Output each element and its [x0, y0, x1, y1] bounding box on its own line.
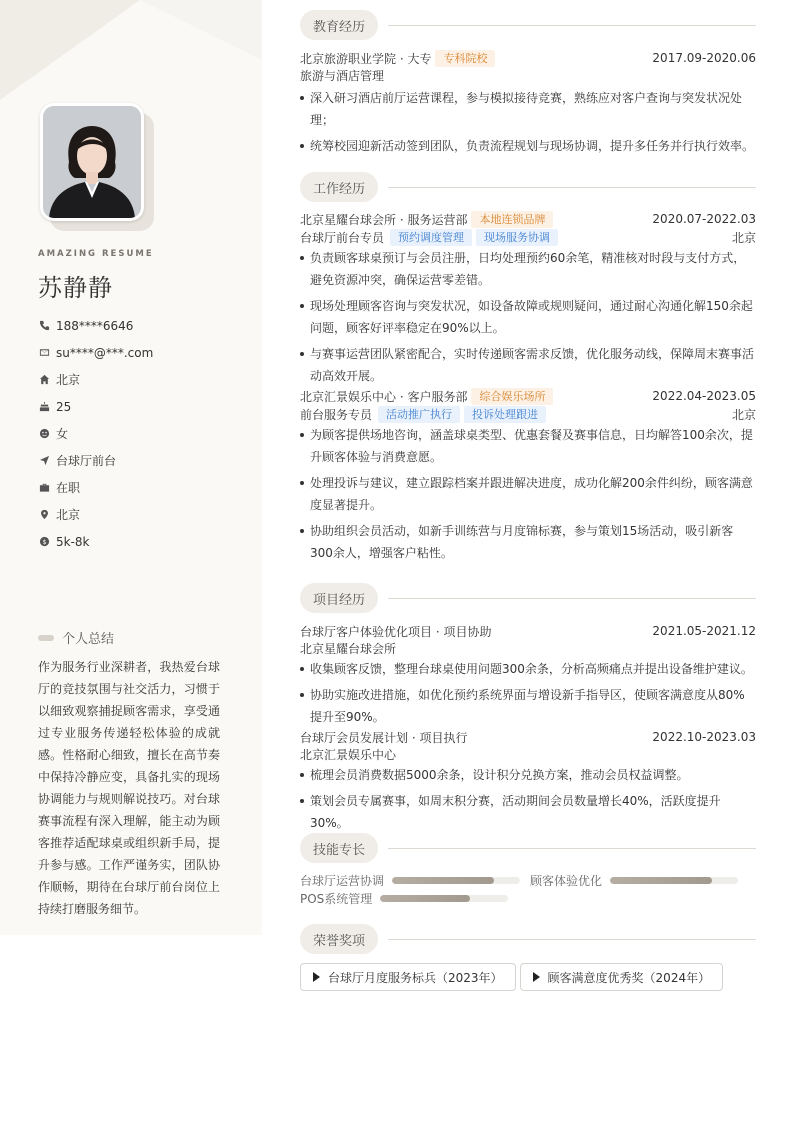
awards-heading — [300, 924, 756, 954]
section-divider — [388, 25, 756, 26]
project-org: 北京汇景娱乐中心 — [300, 748, 397, 762]
location-text: 北京 — [56, 373, 81, 387]
award-item — [520, 963, 724, 991]
phone-icon — [38, 320, 50, 332]
section-divider — [388, 187, 756, 188]
job-city: 北京 — [731, 407, 756, 422]
skill-label: 顾客体验优化 — [530, 873, 603, 888]
skills-section — [300, 833, 756, 907]
avatar-photo — [43, 106, 141, 218]
job-role-row — [300, 228, 756, 246]
role-tag: 现场服务协调 — [476, 229, 558, 246]
summary-heading-text: 个人总结 — [62, 632, 115, 647]
education-heading — [300, 10, 756, 40]
skill-bar — [610, 877, 738, 884]
school-name: 北京旅游职业学院 · 大专 — [300, 51, 432, 66]
awards-section — [300, 924, 756, 991]
section-divider — [388, 939, 756, 940]
company-tag: 本地连锁品牌 — [471, 211, 553, 228]
list-item: 现场处理顾客咨询与突发状况，如设备故障或规则疑问，通过耐心沟通化解150余起问题，顾客好评率稳定在90%以上。 — [300, 295, 756, 339]
company-tag: 综合娱乐场所 — [471, 388, 553, 405]
play-triangle-icon — [313, 972, 320, 982]
summary-heading — [38, 628, 114, 647]
section-divider — [388, 848, 756, 849]
work-heading — [300, 172, 756, 202]
skill-fill — [392, 877, 494, 884]
skill-fill — [380, 895, 470, 902]
education-heading-pill: 教育经历 — [300, 10, 378, 40]
education-date: 2017.09-2020.06 — [652, 51, 756, 65]
contact-info-list — [38, 312, 248, 555]
skill-label: POS系统管理 — [300, 891, 373, 906]
role-tag: 活动推广执行 — [378, 406, 460, 423]
job-role: 前台服务专员 — [300, 407, 373, 422]
skill-fill — [610, 877, 712, 884]
list-item: 统筹校园迎新活动签到团队，负责流程规划与现场协调，提升多任务并行执行效率。 — [300, 135, 756, 157]
avatar-frame — [40, 103, 144, 221]
salary-text: 5k-8k — [56, 534, 90, 549]
info-location — [38, 366, 248, 393]
list-item: 协助组织会员活动，如新手训练营与月度锦标赛，参与策划15场活动，吸引新客300余人，增强客户粘性。 — [300, 520, 756, 564]
list-item: 收集顾客反馈，整理台球桌使用问题300余条，分析高频痛点并提出设备维护建议。 — [300, 658, 756, 680]
education-bullets — [300, 87, 756, 157]
summary-heading-bar — [38, 635, 54, 641]
info-status — [38, 474, 248, 501]
job-entry — [300, 387, 756, 564]
list-item: 为顾客提供场地咨询，涵盖球桌类型、优惠套餐及赛事信息，日均解答100余次，提升顾客体验与消费意愿。 — [300, 424, 756, 468]
job-date: 2022.04-2023.05 — [652, 389, 756, 403]
role-tag: 预约调度管理 — [390, 229, 472, 246]
skill-label: 台球厅运营协调 — [300, 873, 385, 888]
info-email — [38, 339, 248, 366]
school-tag: 专科院校 — [435, 50, 495, 67]
job-entry — [300, 210, 756, 387]
sidebar — [0, 0, 262, 935]
list-item: 与赛事运营团队紧密配合，实时传递顾客需求反馈，优化服务动线，保障周末赛事活动高效开展。 — [300, 343, 756, 387]
work-heading-pill: 工作经历 — [300, 172, 378, 202]
summary-text: 作为服务行业深耕者，我热爱台球厅的竞技氛围与社交活力，习惯于以细致观察捕捉顾客需求，享受通过专业服务传递轻松体验的成就感。性格耐心细致，擅长在高节奏中保持冷静应变，具备扎实的现场协调能力与规则解说技巧。对台球赛事流程有深入理解，能主动为顾客推荐适配球桌或组织新手局，提升参与感。工作严谨务实，团队协作顺畅，期待在台球厅前台岗位上持续打磨服务细节。 — [38, 660, 220, 916]
list-item: 负责顾客球桌预订与会员注册，日均处理预约60余笔，精准核对时段与支付方式，避免资源冲突，确保运营零差错。 — [300, 247, 756, 291]
info-gender — [38, 420, 248, 447]
award-label: 顾客满意度优秀奖（2024年） — [547, 970, 711, 985]
gender-text: 女 — [56, 427, 69, 441]
person-portrait-icon — [43, 106, 141, 218]
target-city-text: 北京 — [56, 508, 81, 522]
job-city: 北京 — [731, 230, 756, 245]
info-salary — [38, 528, 248, 555]
cake-icon — [38, 401, 50, 413]
project-name: 台球厅客户体验优化项目 · 项目协助 — [300, 624, 492, 639]
info-phone — [38, 312, 248, 339]
status-text: 在职 — [56, 481, 81, 495]
job-company-row — [300, 210, 756, 228]
skill-bar — [380, 895, 508, 902]
info-target-city — [38, 501, 248, 528]
job-company: 北京汇景娱乐中心 · 客户服务部 — [300, 389, 468, 404]
job-date: 2020.07-2022.03 — [652, 212, 756, 226]
gender-icon — [38, 428, 50, 440]
major-name: 旅游与酒店管理 — [300, 69, 385, 83]
projects-heading-pill: 项目经历 — [300, 583, 378, 613]
projects-heading — [300, 583, 756, 613]
list-item: 策划会员专属赛事，如周末积分赛，活动期间会员数量增长40%，活跃度提升30%。 — [300, 790, 756, 834]
list-item: 处理投诉与建议，建立跟踪档案并跟进解决进度，成功化解200余件纠纷，顾客满意度显著提升。 — [300, 472, 756, 516]
send-icon — [38, 455, 50, 467]
skills-list — [300, 871, 756, 907]
job-bullets — [300, 424, 756, 564]
target-position-text: 台球厅前台 — [56, 454, 117, 468]
play-triangle-icon — [533, 972, 540, 982]
role-tag: 投诉处理跟进 — [464, 406, 546, 423]
award-label: 台球厅月度服务标兵（2023年） — [328, 970, 503, 985]
awards-list — [300, 963, 756, 991]
map-pin-icon — [38, 509, 50, 521]
job-role-row — [300, 405, 756, 423]
skill-bar — [392, 877, 520, 884]
resume-tagline: AMAZING RESUME — [38, 249, 154, 259]
section-divider — [388, 598, 756, 599]
money-icon — [38, 536, 50, 548]
project-bullets — [300, 764, 756, 834]
job-bullets — [300, 247, 756, 387]
avatar — [40, 103, 144, 221]
project-name: 台球厅会员发展计划 · 项目执行 — [300, 730, 468, 745]
skill-item — [300, 889, 508, 907]
project-row — [300, 728, 756, 746]
awards-heading-pill: 荣誉奖项 — [300, 924, 378, 954]
project-bullets — [300, 658, 756, 728]
list-item: 深入研习酒店前厅运营课程，参与模拟接待竞赛，熟练应对客户查询与突发状况处理； — [300, 87, 756, 131]
job-company-row — [300, 387, 756, 405]
education-section — [300, 10, 756, 161]
phone-text: 188****6646 — [56, 318, 134, 333]
job-company: 北京星耀台球会所 · 服务运营部 — [300, 212, 468, 227]
award-item — [300, 963, 516, 991]
list-item: 协助实施改进措施，如优化预约系统界面与增设新手指导区，使顾客满意度从80%提升至90%。 — [300, 684, 756, 728]
job-role: 台球厅前台专员 — [300, 230, 385, 245]
sidebar-decoration — [0, 0, 262, 110]
skill-item — [300, 871, 520, 889]
education-row — [300, 49, 756, 67]
work-section — [300, 172, 756, 568]
skills-heading — [300, 833, 756, 863]
projects-section — [300, 583, 756, 838]
project-date: 2022.10-2023.03 — [652, 730, 756, 744]
project-row — [300, 622, 756, 640]
info-age — [38, 393, 248, 420]
project-entry — [300, 728, 756, 834]
project-org: 北京星耀台球会所 — [300, 642, 397, 656]
info-target-position — [38, 447, 248, 474]
list-item: 梳理会员消费数据5000余条，设计积分兑换方案，推动会员权益调整。 — [300, 764, 756, 786]
mail-icon — [38, 347, 50, 359]
skill-item — [530, 871, 738, 889]
svg-text:$: $ — [41, 537, 47, 546]
home-icon — [38, 374, 50, 386]
candidate-name: 苏静静 — [38, 274, 113, 302]
briefcase-icon — [38, 482, 50, 494]
skills-heading-pill: 技能专长 — [300, 833, 378, 863]
project-entry — [300, 622, 756, 728]
project-date: 2021.05-2021.12 — [652, 624, 756, 638]
email-text: su****@***.com — [56, 345, 154, 360]
age-text: 25 — [56, 399, 72, 414]
